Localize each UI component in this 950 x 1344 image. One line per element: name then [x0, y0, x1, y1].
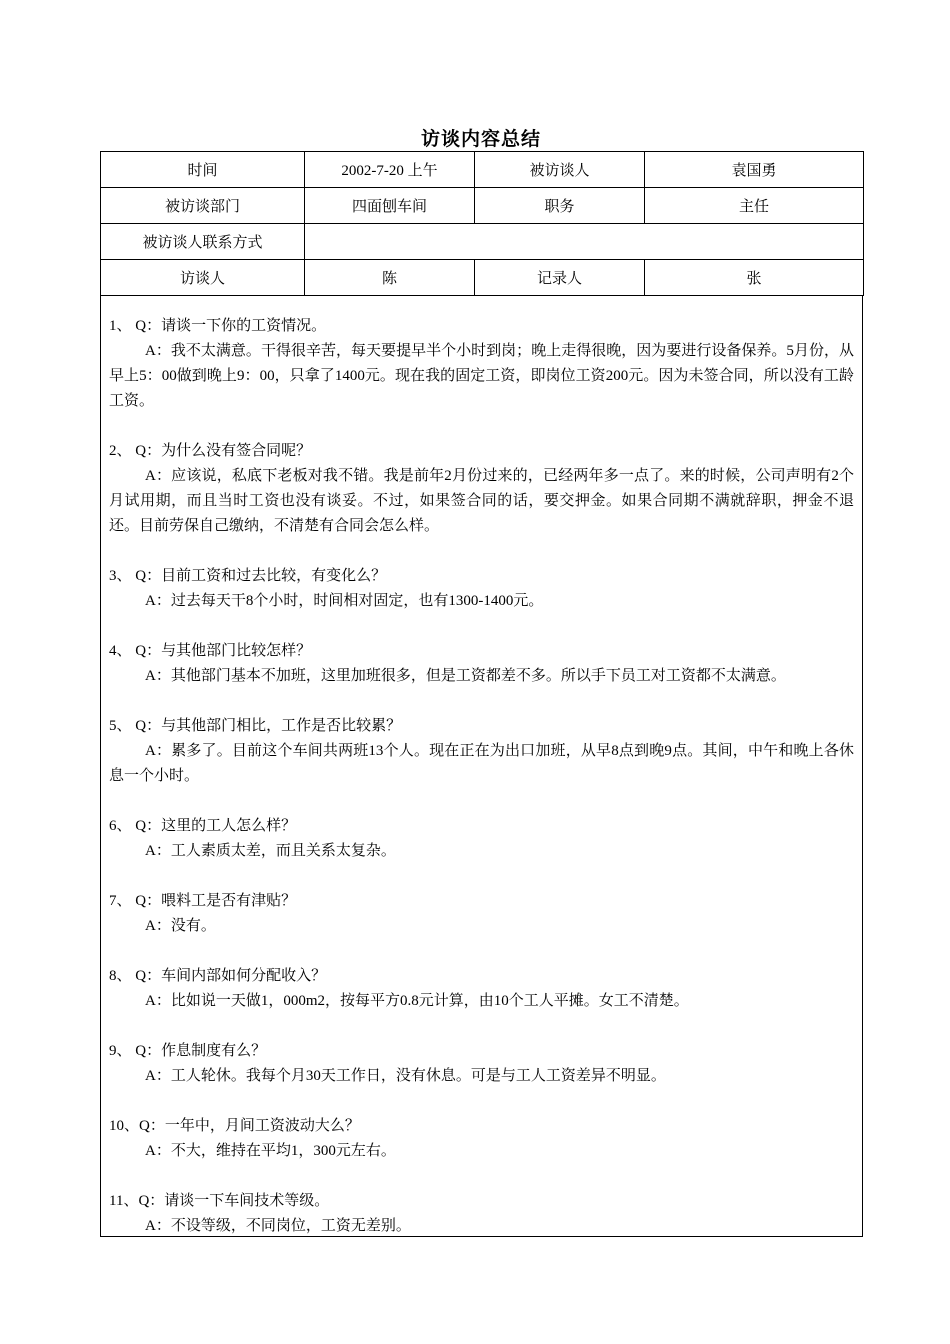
question: 2、 Q：为什么没有签合同呢？	[109, 443, 312, 459]
answer: A：工人轮休。我每个月30天工作日，没有休息。可是与工人工资差异不明显。	[145, 1068, 666, 1084]
question: 9、 Q：作息制度有么？	[109, 1043, 267, 1059]
qa-item	[109, 1114, 854, 1164]
qa-item	[109, 889, 854, 939]
qa-item	[109, 1189, 854, 1239]
interviewer-value: 陈	[305, 260, 475, 296]
interviewee-label: 被访谈人	[475, 152, 645, 188]
question: 6、 Q：这里的工人怎么样？	[109, 818, 297, 834]
question: 4、 Q：与其他部门比较怎样？	[109, 643, 312, 659]
answer: A：不大，维持在平均1，300元左右。	[145, 1143, 396, 1159]
contact-label: 被访谈人联系方式	[101, 224, 305, 260]
qa-item	[109, 1039, 854, 1089]
question: 3、 Q：目前工资和过去比较，有变化么？	[109, 568, 387, 584]
question: 11、Q：请谈一下车间技术等级。	[109, 1193, 330, 1209]
interview-info-table	[100, 151, 864, 296]
qa-section	[100, 296, 863, 1237]
answer: A：比如说一天做1，000m2，按每平方0.8元计算，由10个工人平摊。女工不清楚。	[145, 993, 689, 1009]
answer: A：工人素质太差，而且关系太复杂。	[145, 843, 396, 859]
interviewee-value: 袁国勇	[645, 152, 864, 188]
qa-item	[109, 964, 854, 1014]
info-row-interviewer	[101, 260, 864, 296]
question: 8、 Q：车间内部如何分配收入？	[109, 968, 327, 984]
position-label: 职务	[475, 188, 645, 224]
recorder-value: 张	[645, 260, 864, 296]
contact-value	[305, 224, 864, 260]
recorder-label: 记录人	[475, 260, 645, 296]
qa-item	[109, 439, 854, 539]
time-value: 2002-7-20 上午	[305, 152, 475, 188]
qa-item	[109, 814, 854, 864]
dept-label: 被访谈部门	[101, 188, 305, 224]
page-title: 访谈内容总结	[420, 128, 541, 150]
question: 1、 Q：请谈一下你的工资情况。	[109, 318, 327, 334]
info-row-time	[101, 152, 864, 188]
answer: A：不设等级，不同岗位，工资无差别。	[145, 1218, 411, 1234]
answer: A：我不太满意。干得很辛苦，每天要提早半个小时到岗；晚上走得很晚，因为要进行设备保养。5月份，从早上5：00做到晚上9：00，只拿了1400元。现在我的固定工资，即岗位工资200元。因为未签合同，所以没有工龄工资。	[109, 343, 854, 409]
info-row-contact	[101, 224, 864, 260]
qa-item	[109, 714, 854, 789]
qa-item	[109, 314, 854, 414]
interviewer-label: 访谈人	[101, 260, 305, 296]
answer: A：过去每天干8个小时，时间相对固定，也有1300-1400元。	[145, 593, 544, 609]
answer: A：没有。	[145, 918, 216, 934]
question: 5、 Q：与其他部门相比，工作是否比较累？	[109, 718, 402, 734]
qa-item	[109, 564, 854, 614]
time-label: 时间	[101, 152, 305, 188]
dept-value: 四面刨车间	[305, 188, 475, 224]
answer: A：累多了。目前这个车间共两班13个人。现在正在为出口加班，从早8点到晚9点。其间，中午和晚上各休息一个小时。	[109, 743, 854, 784]
answer: A：应该说，私底下老板对我不错。我是前年2月份过来的，已经两年多一点了。来的时候，公司声明有2个月试用期，而且当时工资也没有谈妥。不过，如果签合同的话，要交押金。如果合同期不满就辞职，押金不退还。目前劳保自己缴纳，不清楚有合同会怎么样。	[109, 468, 854, 534]
qa-item	[109, 639, 854, 689]
question: 7、 Q：喂料工是否有津贴？	[109, 893, 297, 909]
answer: A：其他部门基本不加班，这里加班很多，但是工资都差不多。所以手下员工对工资都不太满意。	[145, 668, 786, 684]
info-row-dept	[101, 188, 864, 224]
position-value: 主任	[645, 188, 864, 224]
question: 10、Q：一年中，月间工资波动大么？	[109, 1118, 360, 1134]
